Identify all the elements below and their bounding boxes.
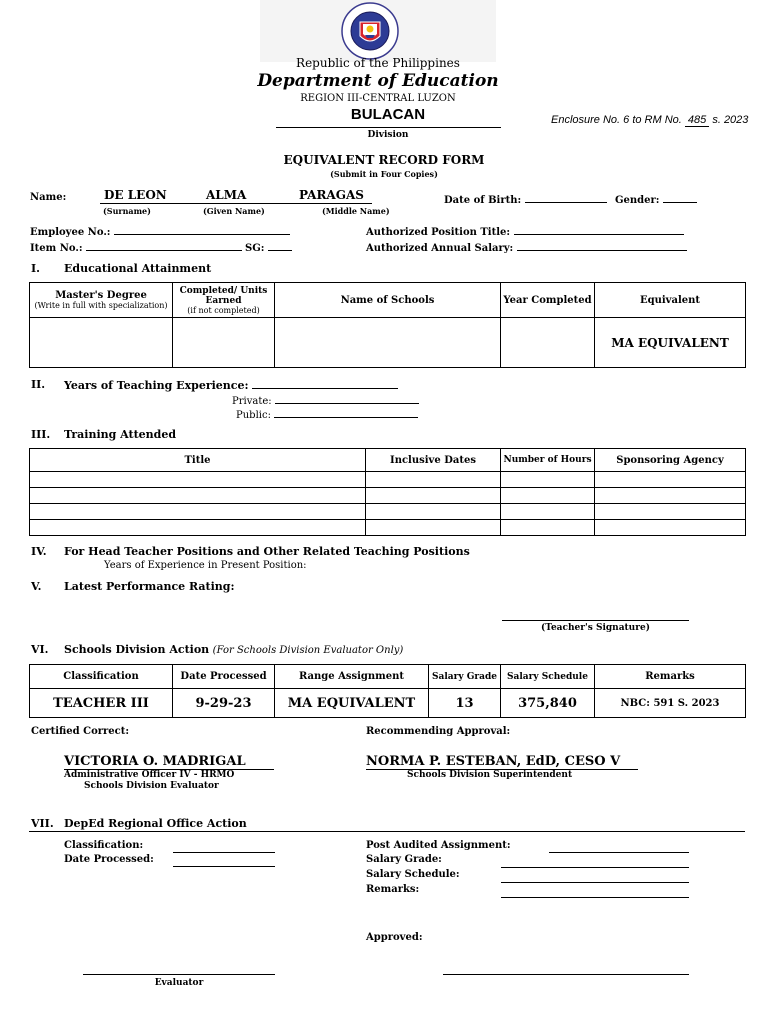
col-equivalent-header: Equivalent bbox=[595, 283, 746, 318]
col-classification-header: Classification bbox=[30, 665, 173, 689]
col-range-header: Range Assignment bbox=[275, 665, 429, 689]
department-label: Department of Education bbox=[257, 71, 499, 91]
section-3-title: Training Attended bbox=[64, 428, 177, 441]
rm-number: 485 bbox=[685, 114, 709, 127]
evaluator-signature-line[interactable] bbox=[83, 974, 275, 975]
col-dates-header: Inclusive Dates bbox=[366, 449, 501, 472]
division-name: BULACAN bbox=[350, 106, 426, 123]
ro-salary-schedule-label: Salary Schedule: bbox=[366, 869, 460, 880]
units-cell[interactable] bbox=[173, 318, 275, 368]
training-row bbox=[30, 472, 746, 488]
enclosure-note: Enclosure No. 6 to RM No. 485 s. 2023 bbox=[551, 114, 749, 126]
col-remarks-header: Remarks bbox=[595, 665, 746, 689]
position-title-field[interactable]: Authorized Position Title: bbox=[366, 224, 684, 238]
section-7-number: VII. bbox=[31, 817, 54, 830]
recommender-title: Schools Division Superintendent bbox=[407, 770, 573, 780]
masters-cell[interactable] bbox=[30, 318, 173, 368]
section-7-rule bbox=[29, 831, 745, 832]
section-4-title: For Head Teacher Positions and Other Related Teaching Positions bbox=[64, 545, 470, 558]
form-title: EQUIVALENT RECORD FORM bbox=[283, 153, 485, 167]
private-field[interactable]: Private: bbox=[232, 393, 419, 407]
training-table bbox=[29, 448, 746, 536]
surname-value: DE LEON bbox=[104, 188, 167, 202]
col-agency-header: Sponsoring Agency bbox=[595, 449, 746, 472]
middle-name-caption: (Middle Name) bbox=[322, 206, 390, 216]
deped-seal-icon bbox=[341, 2, 399, 60]
middle-name-value: PARAGAS bbox=[299, 188, 364, 202]
year-cell[interactable] bbox=[501, 318, 595, 368]
ro-salary-grade-label: Salary Grade: bbox=[366, 854, 442, 865]
certifier-subtitle: Schools Division Evaluator bbox=[84, 781, 219, 791]
approved-label: Approved: bbox=[366, 932, 423, 943]
division-action-table bbox=[29, 664, 746, 718]
teacher-signature-caption: (Teacher's Signature) bbox=[541, 623, 650, 633]
ro-date-line[interactable] bbox=[173, 866, 275, 867]
col-title-header: Title bbox=[30, 449, 366, 472]
form-subtitle: (Submit in Four Copies) bbox=[330, 169, 438, 179]
ro-salary-schedule-line[interactable] bbox=[501, 882, 689, 883]
ro-remarks-line[interactable] bbox=[501, 897, 689, 898]
gender-field[interactable]: Gender: bbox=[615, 192, 697, 206]
dob-field[interactable]: Date of Birth: bbox=[444, 192, 607, 206]
public-field[interactable]: Public: bbox=[236, 407, 418, 421]
equivalent-value: MA EQUIVALENT bbox=[595, 318, 746, 368]
col-schools-header: Name of Schools bbox=[275, 283, 501, 318]
section-3-number: III. bbox=[31, 428, 51, 441]
ro-classification-line[interactable] bbox=[173, 852, 275, 853]
republic-label: Republic of the Philippines bbox=[296, 56, 460, 70]
col-hours-header: Number of Hours bbox=[501, 449, 595, 472]
ro-classification-label: Classification: bbox=[64, 840, 144, 851]
name-label: Name: bbox=[30, 192, 67, 203]
division-underline bbox=[276, 127, 501, 128]
annual-salary-field[interactable]: Authorized Annual Salary: bbox=[366, 240, 687, 254]
recommender-name: NORMA P. ESTEBAN, EdD, CESO V bbox=[366, 754, 638, 770]
region-label: REGION III-CENTRAL LUZON bbox=[300, 93, 456, 104]
post-audited-line[interactable] bbox=[549, 852, 689, 853]
item-no-field[interactable]: Item No.: bbox=[30, 240, 242, 254]
given-name-value: ALMA bbox=[206, 188, 247, 202]
section-7-title: DepEd Regional Office Action bbox=[64, 817, 247, 830]
employee-no-field[interactable]: Employee No.: bbox=[30, 224, 290, 238]
col-units-header: Completed/ Units Earned (if not completed) bbox=[173, 283, 275, 318]
remarks-value: NBC: 591 S. 2023 bbox=[595, 689, 746, 718]
name-underline bbox=[100, 203, 372, 204]
teacher-signature-line[interactable] bbox=[502, 620, 689, 621]
evaluator-label: Evaluator bbox=[154, 978, 204, 988]
approver-signature-line[interactable] bbox=[443, 974, 689, 975]
years-present-position-label: Years of Experience in Present Position: bbox=[104, 560, 307, 571]
training-row bbox=[30, 488, 746, 504]
section-4-number: IV. bbox=[31, 545, 47, 558]
education-table bbox=[29, 282, 746, 368]
certifier-name: VICTORIA O. MADRIGAL bbox=[64, 754, 274, 770]
division-label: Division bbox=[367, 130, 409, 140]
salary-grade-value: 13 bbox=[429, 689, 501, 718]
salary-schedule-value: 375,840 bbox=[501, 689, 595, 718]
ro-date-label: Date Processed: bbox=[64, 854, 154, 865]
section-1-title: Educational Attainment bbox=[64, 262, 212, 275]
date-processed-value: 9-29-23 bbox=[173, 689, 275, 718]
section-5-number: V. bbox=[31, 580, 42, 593]
col-salary-grade-header: Salary Grade bbox=[429, 665, 501, 689]
col-date-processed-header: Date Processed bbox=[173, 665, 275, 689]
sg-field[interactable]: SG: bbox=[245, 240, 292, 254]
ro-remarks-label: Remarks: bbox=[366, 884, 420, 895]
post-audited-label: Post Audited Assignment: bbox=[366, 840, 511, 851]
training-row bbox=[30, 520, 746, 536]
col-masters-header: Master's Degree (Write in full with specialization) bbox=[30, 283, 173, 318]
col-salary-schedule-header: Salary Schedule bbox=[501, 665, 595, 689]
recommending-approval-label: Recommending Approval: bbox=[366, 726, 511, 737]
section-1-number: I. bbox=[31, 262, 40, 275]
certified-correct-label: Certified Correct: bbox=[31, 726, 130, 737]
given-name-caption: (Given Name) bbox=[203, 206, 265, 216]
ro-salary-grade-line[interactable] bbox=[501, 867, 689, 868]
section-6-number: VI. bbox=[31, 643, 49, 656]
section-2-number: II. bbox=[31, 378, 46, 391]
surname-caption: (Surname) bbox=[103, 206, 151, 216]
col-year-header: Year Completed bbox=[501, 283, 595, 318]
classification-value: TEACHER III bbox=[30, 689, 173, 718]
performance-rating-label: Latest Performance Rating: bbox=[64, 580, 235, 593]
schools-cell[interactable] bbox=[275, 318, 501, 368]
section-6-heading: Schools Division Action (For Schools Division Evaluator Only) bbox=[64, 643, 404, 656]
certifier-title: Administrative Officer IV - HRMO bbox=[64, 770, 235, 780]
teaching-experience-field[interactable]: Years of Teaching Experience: bbox=[64, 378, 398, 392]
range-assignment-value: MA EQUIVALENT bbox=[275, 689, 429, 718]
training-row bbox=[30, 504, 746, 520]
